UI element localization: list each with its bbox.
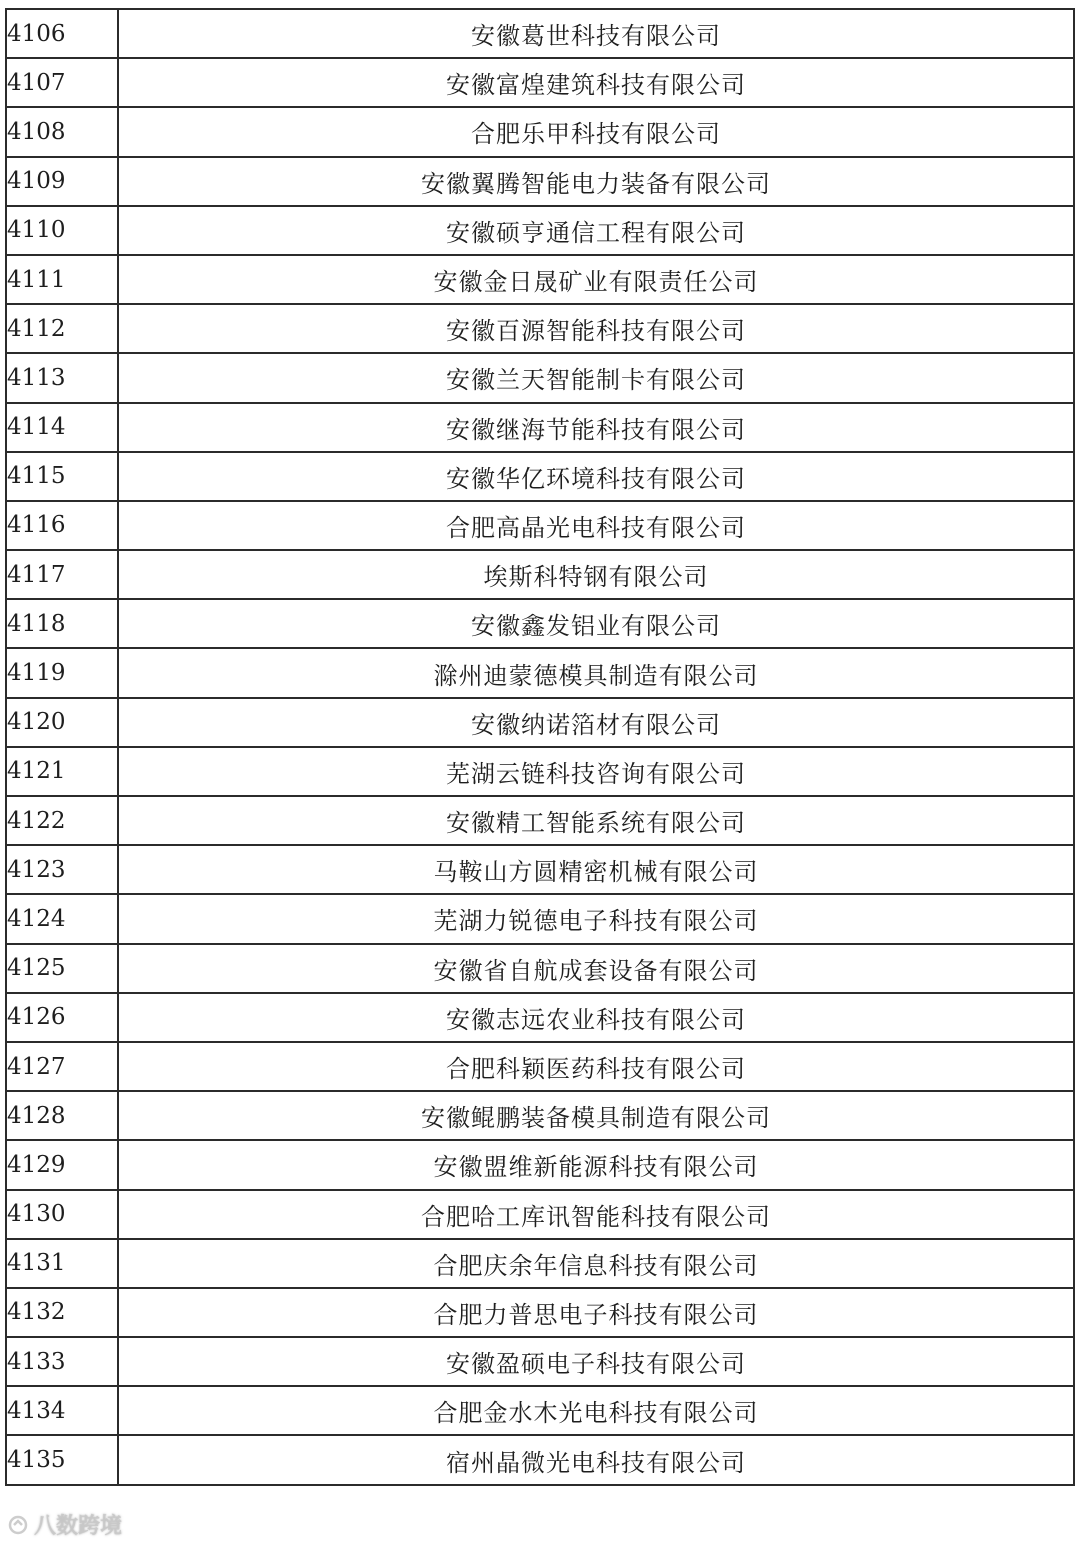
row-number: 4135 [6, 1435, 118, 1484]
table-row [6, 1042, 1074, 1091]
company-name: 合肥金水木光电科技有限公司 [118, 1386, 1074, 1435]
row-number: 4132 [6, 1288, 118, 1337]
table-row [6, 1190, 1074, 1239]
company-name: 安徽继海节能科技有限公司 [118, 403, 1074, 452]
logo-icon [8, 1515, 28, 1535]
table-row [6, 1091, 1074, 1140]
row-number: 4121 [6, 747, 118, 796]
company-name: 芜湖力锐德电子科技有限公司 [118, 894, 1074, 943]
row-number: 4119 [6, 648, 118, 697]
company-name: 安徽省自航成套设备有限公司 [118, 944, 1074, 993]
table-body [6, 9, 1074, 1485]
row-number: 4120 [6, 698, 118, 747]
company-name: 滁州迪蒙德模具制造有限公司 [118, 648, 1074, 697]
table-row [6, 648, 1074, 697]
table-row [6, 747, 1074, 796]
company-name: 安徽葛世科技有限公司 [118, 9, 1074, 58]
company-name: 合肥高晶光电科技有限公司 [118, 501, 1074, 550]
table-row [6, 157, 1074, 206]
row-number: 4115 [6, 452, 118, 501]
company-name: 合肥乐甲科技有限公司 [118, 107, 1074, 156]
company-name: 安徽精工智能系统有限公司 [118, 796, 1074, 845]
table-row [6, 796, 1074, 845]
row-number: 4124 [6, 894, 118, 943]
row-number: 4109 [6, 157, 118, 206]
table-row [6, 353, 1074, 402]
row-number: 4133 [6, 1337, 118, 1386]
table-row [6, 58, 1074, 107]
company-name: 埃斯科特钢有限公司 [118, 550, 1074, 599]
table-row [6, 944, 1074, 993]
company-name: 安徽百源智能科技有限公司 [118, 304, 1074, 353]
company-name: 安徽华亿环境科技有限公司 [118, 452, 1074, 501]
company-name: 安徽纳诺箔材有限公司 [118, 698, 1074, 747]
company-name: 安徽鲲鹏装备模具制造有限公司 [118, 1091, 1074, 1140]
row-number: 4114 [6, 403, 118, 452]
row-number: 4128 [6, 1091, 118, 1140]
table-row [6, 993, 1074, 1042]
table-row [6, 107, 1074, 156]
company-name: 安徽兰天智能制卡有限公司 [118, 353, 1074, 402]
row-number: 4118 [6, 599, 118, 648]
row-number: 4125 [6, 944, 118, 993]
watermark-text: 八数跨境 [34, 1514, 123, 1539]
row-number: 4107 [6, 58, 118, 107]
row-number: 4113 [6, 353, 118, 402]
table-row [6, 403, 1074, 452]
company-name: 安徽盟维新能源科技有限公司 [118, 1140, 1074, 1189]
row-number: 4131 [6, 1239, 118, 1288]
table-row [6, 9, 1074, 58]
table-row [6, 304, 1074, 353]
company-name: 合肥庆余年信息科技有限公司 [118, 1239, 1074, 1288]
table-row [6, 1239, 1074, 1288]
row-number: 4112 [6, 304, 118, 353]
company-name: 安徽硕亨通信工程有限公司 [118, 206, 1074, 255]
table-row [6, 698, 1074, 747]
row-number: 4110 [6, 206, 118, 255]
row-number: 4117 [6, 550, 118, 599]
row-number: 4134 [6, 1386, 118, 1435]
table-row [6, 845, 1074, 894]
table-row [6, 1288, 1074, 1337]
company-name: 安徽鑫发铝业有限公司 [118, 599, 1074, 648]
company-name: 安徽盈硕电子科技有限公司 [118, 1337, 1074, 1386]
table-row [6, 452, 1074, 501]
company-name: 合肥科颖医药科技有限公司 [118, 1042, 1074, 1091]
row-number: 4126 [6, 993, 118, 1042]
company-name: 安徽志远农业科技有限公司 [118, 993, 1074, 1042]
watermark [8, 1509, 122, 1540]
row-number: 4127 [6, 1042, 118, 1091]
row-number: 4111 [6, 255, 118, 304]
company-list-table-wrapper [5, 8, 1075, 1486]
company-name: 安徽富煌建筑科技有限公司 [118, 58, 1074, 107]
company-name: 安徽翼腾智能电力装备有限公司 [118, 157, 1074, 206]
table-row [6, 599, 1074, 648]
company-name: 芜湖云链科技咨询有限公司 [118, 747, 1074, 796]
row-number: 4129 [6, 1140, 118, 1189]
table-row [6, 1435, 1074, 1484]
row-number: 4123 [6, 845, 118, 894]
table-row [6, 206, 1074, 255]
table-row [6, 1386, 1074, 1435]
table-row [6, 501, 1074, 550]
table-row [6, 894, 1074, 943]
company-name: 合肥哈工库讯智能科技有限公司 [118, 1190, 1074, 1239]
table-row [6, 1140, 1074, 1189]
company-name: 合肥力普思电子科技有限公司 [118, 1288, 1074, 1337]
company-name: 马鞍山方圆精密机械有限公司 [118, 845, 1074, 894]
row-number: 4130 [6, 1190, 118, 1239]
row-number: 4108 [6, 107, 118, 156]
table-row [6, 550, 1074, 599]
row-number: 4116 [6, 501, 118, 550]
company-name: 宿州晶微光电科技有限公司 [118, 1435, 1074, 1484]
table-row [6, 255, 1074, 304]
company-list-table [5, 8, 1075, 1486]
company-name: 安徽金日晟矿业有限责任公司 [118, 255, 1074, 304]
row-number: 4106 [6, 9, 118, 58]
table-row [6, 1337, 1074, 1386]
row-number: 4122 [6, 796, 118, 845]
